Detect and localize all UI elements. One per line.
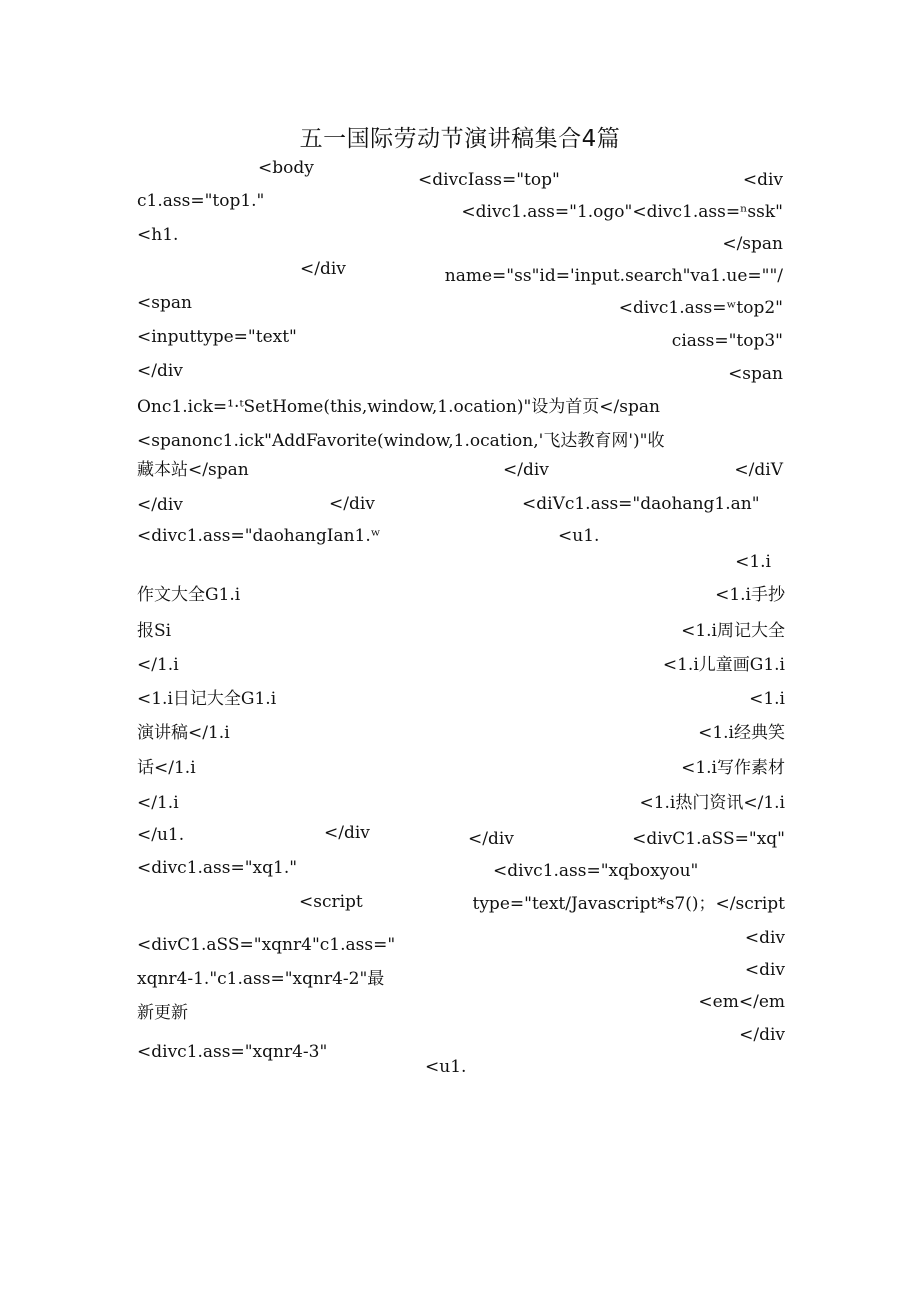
text-fragment: ciass="top3" (671, 331, 783, 351)
text-fragment: <1.i手抄 (715, 585, 785, 605)
text-fragment: </div (137, 361, 183, 381)
text-fragment: </u1. (137, 825, 185, 845)
text-fragment: 话</1.i (137, 758, 196, 778)
text-fragment: </div (739, 1025, 785, 1045)
text-fragment: <div (744, 960, 785, 980)
text-fragment: <divc1.ass=ʷtop2" (618, 298, 783, 318)
text-fragment: <divC1.aSS="xqnr4"c1.ass=" (137, 935, 396, 955)
text-fragment: <1.i日记大全G1.i (137, 689, 277, 709)
text-fragment: </1.i (137, 793, 179, 813)
text-fragment: <divc1.ass="xqnr4-3" (137, 1042, 328, 1062)
text-fragment: <u1. (425, 1057, 467, 1077)
text-fragment: </div (300, 259, 346, 279)
text-fragment: </div (468, 829, 514, 849)
text-fragment: xqnr4-1."c1.ass="xqnr4-2"最 (137, 969, 385, 989)
text-fragment: <spanonc1.ick"AddFavorite(window,1.ocation,'飞达教育网')"收 (137, 431, 665, 451)
text-fragment: </diV (734, 460, 783, 480)
text-fragment: <diVc1.ass="daohang1.an" (522, 494, 760, 514)
text-fragment: <span (137, 293, 192, 313)
text-fragment: <1.i儿童画G1.i (662, 655, 785, 675)
text-fragment: 报Si (137, 621, 172, 641)
text-fragment: 作文大全G1.i (137, 585, 241, 605)
text-fragment: 新更新 (137, 1003, 188, 1023)
text-fragment: 藏本站</span (137, 460, 249, 480)
text-fragment: Onc1.ick=¹·ᵗSetHome(this,window,1.ocation)"设为首页</span (137, 397, 660, 417)
text-fragment: </div (324, 823, 370, 843)
text-fragment: <divc1.ass="xq1." (137, 858, 298, 878)
text-fragment: <divc1.ass="xqboxyou" (493, 861, 699, 881)
text-fragment: <h1. (137, 225, 179, 245)
text-fragment: <1.i写作素材 (681, 758, 785, 778)
text-fragment: 演讲稿</1.i (137, 723, 230, 743)
document-title: 五一国际劳动节演讲稿集合4篇 (299, 126, 621, 152)
text-fragment: <1.i (735, 552, 771, 572)
text-fragment: <div (742, 170, 783, 190)
text-fragment: <divC1.aSS="xq" (632, 829, 785, 849)
text-fragment: <div (744, 928, 785, 948)
text-fragment: </div (137, 495, 183, 515)
text-fragment: </1.i (137, 655, 179, 675)
text-fragment: <1.i (749, 689, 785, 709)
text-fragment: c1.ass="top1." (137, 191, 265, 211)
text-fragment: <1.i热门资讯</1.i (639, 793, 785, 813)
text-fragment: <divc1.ass="1.ogo"<divc1.ass=ⁿssk" (461, 202, 783, 222)
text-fragment: </div (329, 494, 375, 514)
text-fragment: <inputtype="text" (137, 327, 297, 347)
text-fragment: <1.i周记大全 (681, 621, 785, 641)
text-fragment: <1.i经典笑 (698, 723, 785, 743)
text-fragment: </span (722, 234, 783, 254)
text-fragment: name="ss"id='input.search"va1.ue=""/ (444, 266, 783, 286)
text-fragment: <em</em (698, 992, 785, 1012)
text-fragment: <script (299, 892, 363, 912)
text-fragment: <u1. (558, 526, 600, 546)
text-fragment: <divcIass="top" (418, 170, 560, 190)
text-fragment: <divc1.ass="daohangIan1.ʷ (137, 526, 381, 546)
text-fragment: type="text/Javascript*s7()；</script (472, 894, 785, 914)
text-fragment: </div (503, 460, 549, 480)
text-fragment: <span (728, 364, 783, 384)
text-fragment: <body (258, 158, 314, 178)
